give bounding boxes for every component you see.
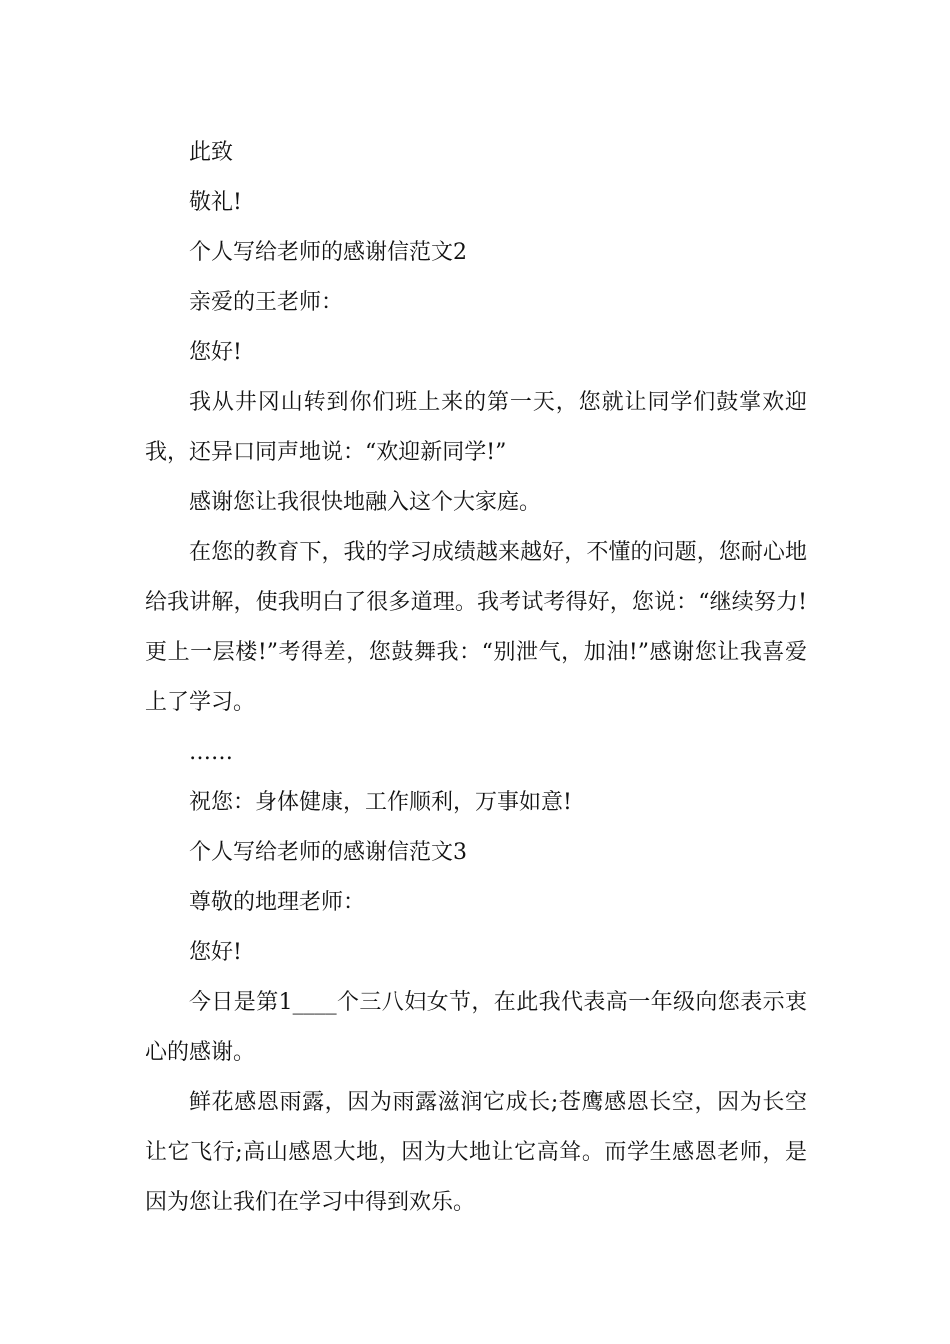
section-heading-2: 个人写给老师的感谢信范文2 <box>189 240 467 265</box>
letter-body <box>145 128 807 1228</box>
salutation: 亲爱的王老师： <box>189 290 344 315</box>
section-heading-3: 个人写给老师的感谢信范文3 <box>189 840 467 865</box>
closing-salute: 敬礼! <box>189 190 242 215</box>
body-paragraph: 我从井冈山转到你们班上来的第一天，您就让同学们鼓掌欢迎我，还异口同声地说：“欢迎新同学!” <box>145 390 807 465</box>
body-paragraph: 鲜花感恩雨露，因为雨露滋润它成长;苍鹰感恩长空，因为长空让它飞行;高山感恩大地，因为大地让它高耸。而学生感恩老师，是因为您让我们在学习中得到欢乐。 <box>145 1090 807 1215</box>
salutation: 尊敬的地理老师： <box>189 890 366 915</box>
greeting: 您好! <box>189 940 242 965</box>
wishes-line: 祝您：身体健康，工作顺利，万事如意! <box>189 790 572 815</box>
body-paragraph: 感谢您让我很快地融入这个大家庭。 <box>189 490 542 515</box>
greeting: 您好! <box>189 340 242 365</box>
body-paragraph: 在您的教育下，我的学习成绩越来越好，不懂的问题，您耐心地给我讲解，使我明白了很多道理。我考试考得好，您说：“继续努力!更上一层楼!”考得差，您鼓舞我：“别泄气，加油!”感谢您让我喜爱上了学习。 <box>145 540 807 715</box>
ellipsis-line: …… <box>189 740 233 765</box>
body-paragraph: 今日是第1____个三八妇女节，在此我代表高一年级向您表示衷心的感谢。 <box>145 990 807 1065</box>
closing-line: 此致 <box>189 140 234 165</box>
